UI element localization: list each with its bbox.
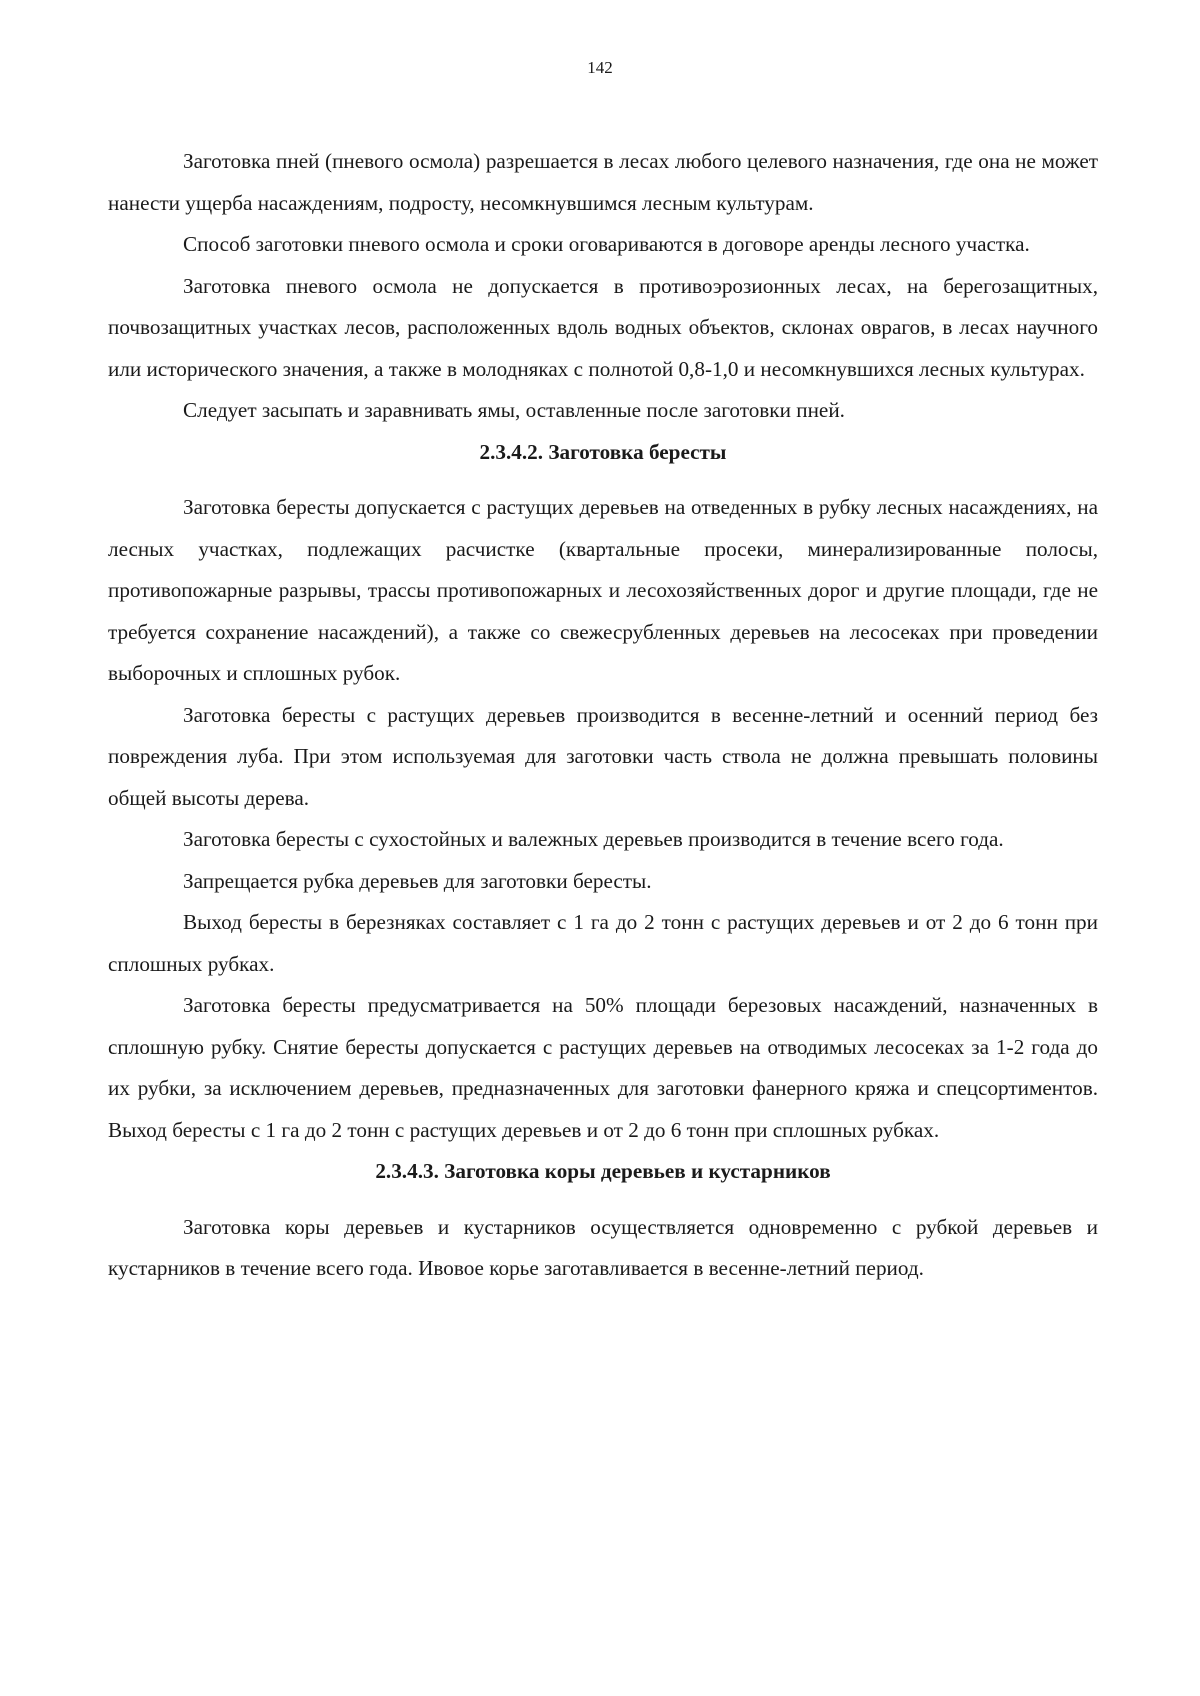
document-body [108, 141, 1098, 1290]
paragraph: Выход бересты в березняках составляет с 1 га до 2 тонн с растущих деревьев и от 2 до 6 тонн при сплошных рубках. [108, 910, 1098, 976]
paragraph: Заготовка пней (пневого осмола) разрешается в лесах любого целевого назначения, где она не может нанести ущерба насаждениям, подросту, несомкнувшимся лесным культурам. [108, 149, 1098, 215]
page-number: 142 [587, 58, 613, 77]
section-heading: 2.3.4.3. Заготовка коры деревьев и кустарников [375, 1159, 831, 1183]
paragraph: Заготовка коры деревьев и кустарников осуществляется одновременно с рубкой деревьев и кустарников в течение всего года. Ивовое корье заготавливается в весенне-летний период. [108, 1214, 1098, 1280]
paragraph: Заготовка бересты с сухостойных и валежных деревьев производится в течение всего года. [183, 827, 1004, 851]
paragraph: Заготовка бересты допускается с растущих деревьев на отведенных в рубку лесных насаждениях, на лесных участках, подлежащих расчистке (квартальные просеки, минерализированные полосы, противопожарные разрывы, трассы противопожарных и лесохозяйственных дорог и другие площади, где не требуется сохранение насаждений), а также со свежесрубленных деревьев на лесосеках при проведении выборочных и сплошных рубок. [108, 495, 1098, 685]
paragraph: Заготовка пневого осмола не допускается в противоэрозионных лесах, на берегозащитных, почвозащитных участках лесов, расположенных вдоль водных объектов, склонах оврагов, в лесах научного или исторического значения, а также в молодняках с полнотой 0,8-1,0 и несомкнувшихся лесных культурах. [108, 273, 1098, 381]
paragraph: Заготовка бересты с растущих деревьев производится в весенне-летний и осенний период без повреждения луба. При этом используемая для заготовки часть ствола не должна превышать половины общей высоты дерева. [108, 702, 1098, 810]
paragraph: Следует засыпать и заравнивать ямы, оставленные после заготовки пней. [183, 398, 845, 422]
section-heading: 2.3.4.2. Заготовка бересты [479, 439, 727, 464]
paragraph: Заготовка бересты предусматривается на 50% площади березовых насаждений, назначенных в сплошную рубку. Снятие бересты допускается с растущих деревьев на отводимых лесосеках за 1-2 года до их рубки, за исключением деревьев, предназначенных для заготовки фанерного кряжа и спецсортиментов. Выход бересты с 1 га до 2 тонн с растущих деревьев и от 2 до 6 тонн при сплошных рубках. [108, 993, 1098, 1142]
paragraph: Способ заготовки пневого осмола и сроки оговариваются в договоре аренды лесного участка. [183, 232, 1030, 256]
paragraph: Запрещается рубка деревьев для заготовки бересты. [183, 868, 652, 893]
